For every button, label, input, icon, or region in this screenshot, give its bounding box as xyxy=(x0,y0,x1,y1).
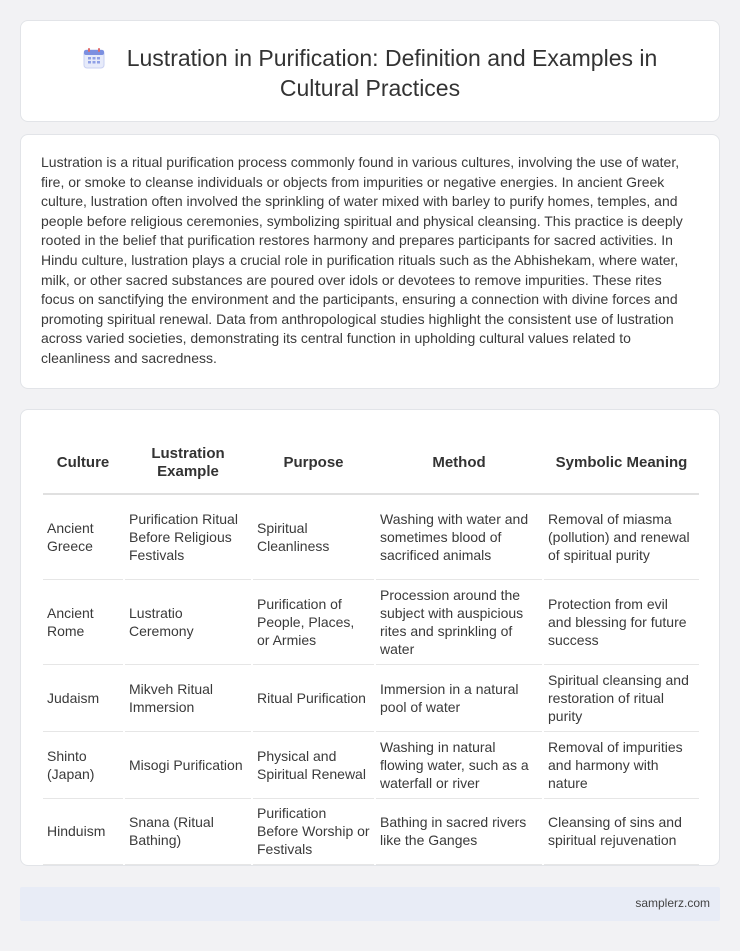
table-cell: Physical and Spiritual Renewal xyxy=(252,731,375,798)
table-cell: Washing with water and sometimes blood of sacrificed animals xyxy=(375,494,543,579)
table-cell: Procession around the subject with auspicious rites and sprinkling of water xyxy=(375,579,543,664)
table-cell: Spiritual Cleanliness xyxy=(252,494,375,579)
table-cell: Removal of impurities and harmony with nature xyxy=(543,731,699,798)
header-card xyxy=(20,20,720,122)
table-cell: Judaism xyxy=(43,664,124,731)
table-cell: Immersion in a natural pool of water xyxy=(375,664,543,731)
table-cell: Ancient Greece xyxy=(43,494,124,579)
column-header: Culture xyxy=(43,432,124,494)
table-row xyxy=(43,798,699,864)
table-card xyxy=(20,409,720,866)
column-header: Purpose xyxy=(252,432,375,494)
table-cell: Hinduism xyxy=(43,798,124,864)
table-cell: Bathing in sacred rivers like the Ganges xyxy=(375,798,543,864)
table-cell: Purification of People, Places, or Armies xyxy=(252,579,375,664)
table-row xyxy=(43,731,699,798)
table-cell: Protection from evil and blessing for future success xyxy=(543,579,699,664)
table-cell: Misogi Purification xyxy=(124,731,252,798)
table-cell: Purification Ritual Before Religious Festivals xyxy=(124,494,252,579)
table-row xyxy=(43,494,699,579)
table-row xyxy=(43,664,699,731)
table-cell: Washing in natural flowing water, such as a waterfall or river xyxy=(375,731,543,798)
intro-card xyxy=(20,134,720,389)
table-cell: Shinto (Japan) xyxy=(43,731,124,798)
table-cell: Mikveh Ritual Immersion xyxy=(124,664,252,731)
calendar-icon xyxy=(83,47,105,69)
table-cell: Snana (Ritual Bathing) xyxy=(124,798,252,864)
column-header: Symbolic Meaning xyxy=(543,432,699,494)
table-cell: Lustratio Ceremony xyxy=(124,579,252,664)
table-header-row xyxy=(43,432,699,494)
footer-bar xyxy=(20,887,720,921)
footer-site-link[interactable]: samplerz.com xyxy=(635,896,710,910)
table-cell: Ritual Purification xyxy=(252,664,375,731)
page-title: Lustration in Purification: Definition and Examples in Cultural Practices xyxy=(126,45,658,101)
table-cell: Purification Before Worship or Festivals xyxy=(252,798,375,864)
table-row xyxy=(43,579,699,664)
table-cell: Ancient Rome xyxy=(43,579,124,664)
lustration-table xyxy=(43,432,699,865)
column-header: Lustration Example xyxy=(124,432,252,494)
table-cell: Removal of miasma (pollution) and renewal of spiritual purity xyxy=(543,494,699,579)
column-header: Method xyxy=(375,432,543,494)
title-wrap xyxy=(21,43,719,103)
table-cell: Spiritual cleansing and restoration of ritual purity xyxy=(543,664,699,731)
table-cell: Cleansing of sins and spiritual rejuvenation xyxy=(543,798,699,864)
intro-paragraph: Lustration is a ritual purification process commonly found in various cultures, involving the use of water, fire, or smoke to cleanse individuals or objects from impurities or negative energies. In ancient Greek culture, lustration often involved the sprinkling of water mixed with barley to purify homes, temples, and people before religious ceremonies, symbolizing spiritual and physical cleansing. This practice is deeply rooted in the belief that purification restores harmony and prepares participants for sacred activities. In Hindu culture, lustration plays a crucial role in purification rituals such as the Abhishekam, where water, milk, or other sacred substances are poured over idols or devotees to remove impurities. These rites focus on sanctifying the environment and the participants, ensuring a connection with divine forces and promoting spiritual renewal. Data from anthropological studies highlight the consistent use of lustration across varied societies, demonstrating its central function in upholding cultural values related to cleanliness and sacredness. xyxy=(41,154,683,366)
